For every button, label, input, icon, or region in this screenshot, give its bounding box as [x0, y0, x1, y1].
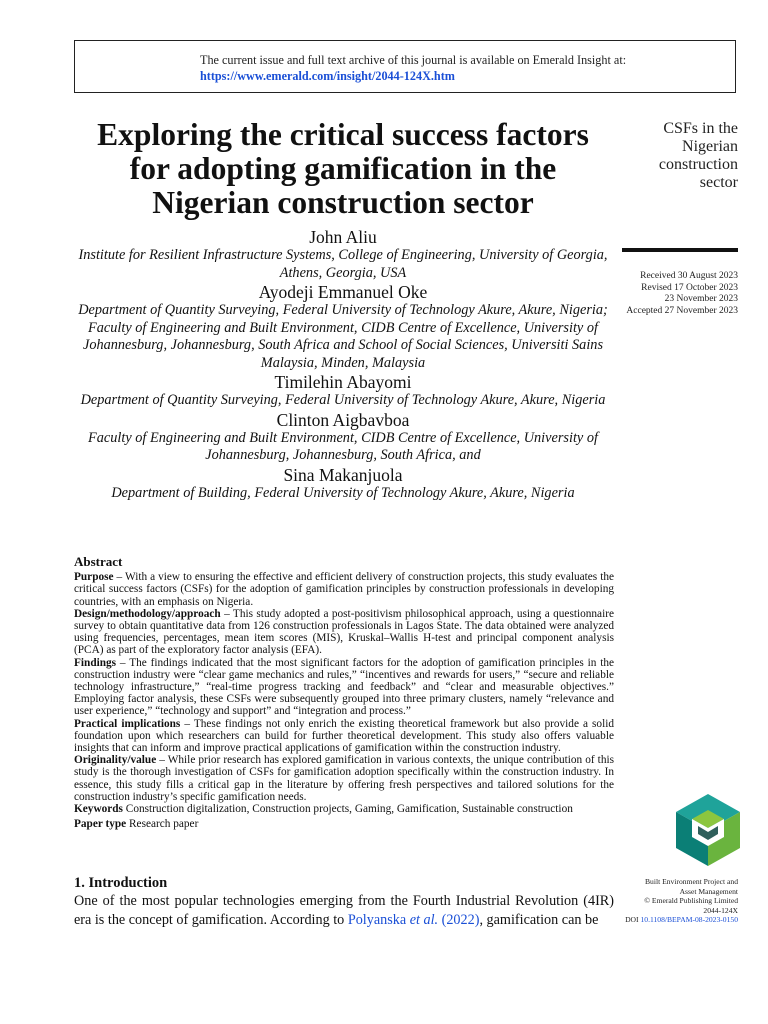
article-history — [622, 271, 738, 317]
abstract-paper-type — [74, 818, 614, 830]
copyright-notice: © Emerald Publishing Limited — [644, 896, 738, 906]
findings-label: Findings — [74, 656, 117, 669]
author-affiliation: Institute for Resilient Infrastructure Systems, College of Engineering, University of Georgia, Athens, Georgia, USA — [78, 247, 608, 281]
author-affiliation: Department of Quantity Surveying, Federal University of Technology Akure, Akure, Nigeria — [80, 392, 606, 408]
findings-text: – The findings indicated that the most significant factors for the adoption of gamification principles in the construction industry were “clear game mechanics and rules,” “incentives and rewards for users,” “secure and reliable technology infrastructure,” “real-time progress tracking and feedback” and “clear and measurable objectives.” Employing factor analysis, these CSFs were subsequently grouped into three primary clusters, namely “relevance and user experience,” “technology and support” and “integration and process.” — [74, 656, 615, 718]
purpose-text: – With a view to ensuring the effective and efficient delivery of construction projects, this study evaluates the critical success factors (CSFs) for the adoption of gamification principles by construction professionals in developing countries, with an emphasis on Nigeria. — [74, 571, 614, 608]
purpose-label: Purpose — [74, 571, 114, 584]
revised-date: Revised 17 October 2023 — [641, 282, 738, 293]
paper-type-label: Paper type — [74, 818, 127, 831]
access-notice — [200, 52, 626, 84]
keywords-text: Construction digitalization, Construction projects, Gaming, Gamification, Sustainable construction — [125, 803, 573, 816]
intro-text-start: One of the most popular technologies emerging from the Fourth Industrial Revolution (4IR) era is the concept of gamification. According to — [74, 893, 614, 928]
introduction-heading: 1. Introduction — [74, 875, 168, 891]
author-affiliation: Department of Quantity Surveying, Federal University of Technology Akure, Akure, Nigeria; Faculty of Engineering and Built Environment, CIDB Centre of Excellence, University of Johannesburg, Johannesburg, South Africa and School of Social Sciences, Universiti Sains Malaysia, Minden, Malaysia — [78, 302, 608, 371]
citation-year: (2022) — [438, 912, 480, 928]
practical-label: Practical implications — [74, 717, 181, 730]
intro-text-end: , gamification can be — [479, 912, 599, 928]
doi-label: DOI — [625, 915, 641, 925]
journal-name: Built Environment Project and — [644, 877, 738, 886]
emerald-publishing-logo-icon — [676, 794, 740, 866]
running-head: CSFs in the Nigerian construction sector — [658, 120, 738, 191]
doi-link[interactable]: 10.1108/BEPAM-08-2023-0150 — [640, 915, 738, 925]
citation-name: Polyanska — [347, 912, 410, 928]
access-notice-box — [74, 40, 736, 93]
originality-label: Originality/value — [74, 754, 157, 767]
doi — [610, 915, 738, 925]
journal-name-cont: Asset Management — [679, 886, 738, 896]
introduction-paragraph — [74, 892, 614, 930]
keywords-label: Keywords — [74, 803, 123, 816]
author-name: Clinton Aigbavboa — [276, 409, 410, 430]
revised-date-2: 23 November 2023 — [664, 294, 738, 304]
journal-info — [610, 877, 738, 925]
abstract-practical — [74, 718, 614, 755]
sidebar — [622, 120, 738, 317]
issn: 2044-124X — [703, 905, 738, 915]
abstract-heading: Abstract — [74, 554, 123, 569]
design-label: Design/methodology/approach — [74, 607, 221, 620]
abstract-purpose — [74, 571, 614, 608]
author-list — [74, 227, 612, 502]
introduction-section — [74, 875, 614, 930]
journal-archive-link[interactable]: https://www.emerald.com/insight/2044-124X.htm — [200, 69, 455, 83]
author-affiliation: Department of Building, Federal University of Technology Akure, Akure, Nigeria — [111, 484, 575, 501]
abstract-findings — [74, 657, 614, 718]
abstract-design — [74, 608, 614, 657]
design-text: – This study adopted a post-positivism philosophical approach, using a questionnaire survey to obtain quantitative data from 126 construction professionals in Lagos State. The data obtained were analyzed using frequencies, percentages, mean item scores (MIS), Kruskal–Wallis H-test and principal component analysis (PCA) as part of the exploratory factor analysis (EFA). — [74, 607, 614, 657]
citation-etal: et al. — [409, 912, 439, 928]
access-notice-text: The current issue and full text archive of this journal is available on Emerald Insight at: — [200, 53, 627, 67]
paper-type-text: Research paper — [129, 818, 199, 831]
author-name: Sina Makanjuola — [283, 464, 403, 485]
paper-title: Exploring the critical success factors for adopting gamification in the Nigerian construction sector — [97, 117, 589, 220]
originality-text: – While prior research has explored gamification in various contexts, the unique contribution of this study is the thorough investigation of CSFs for gamification adoption specifically within the construction industry. In essence, this study fills a critical gap in the literature by offering fresh perspectives and tailored solutions for the construction industry’s specific gamification needs. — [74, 754, 614, 803]
abstract-originality — [74, 754, 614, 803]
author-affiliation: Faculty of Engineering and Built Environment, CIDB Centre of Excellence, University of Johannesburg, Johannesburg, South Africa, and — [88, 429, 598, 463]
author-name: John Aliu — [309, 227, 377, 247]
received-date: Received 30 August 2023 — [640, 271, 738, 281]
abstract-section — [74, 556, 614, 830]
main-column — [74, 118, 612, 502]
citation-link[interactable] — [348, 912, 480, 928]
author-name: Timilehin Abayomi — [274, 372, 412, 392]
sidebar-divider — [622, 248, 738, 252]
author-name: Ayodeji Emmanuel Oke — [258, 282, 428, 302]
accepted-date: Accepted 27 November 2023 — [626, 305, 738, 316]
practical-text: – These findings not only enrich the existing theoretical framework but also provide a solid foundation upon which researchers can build for further theoretical development. This study also offers valuable insights that can inform and improve practical applications of gamification within the construction industry. — [74, 717, 615, 755]
abstract-keywords — [74, 803, 614, 815]
